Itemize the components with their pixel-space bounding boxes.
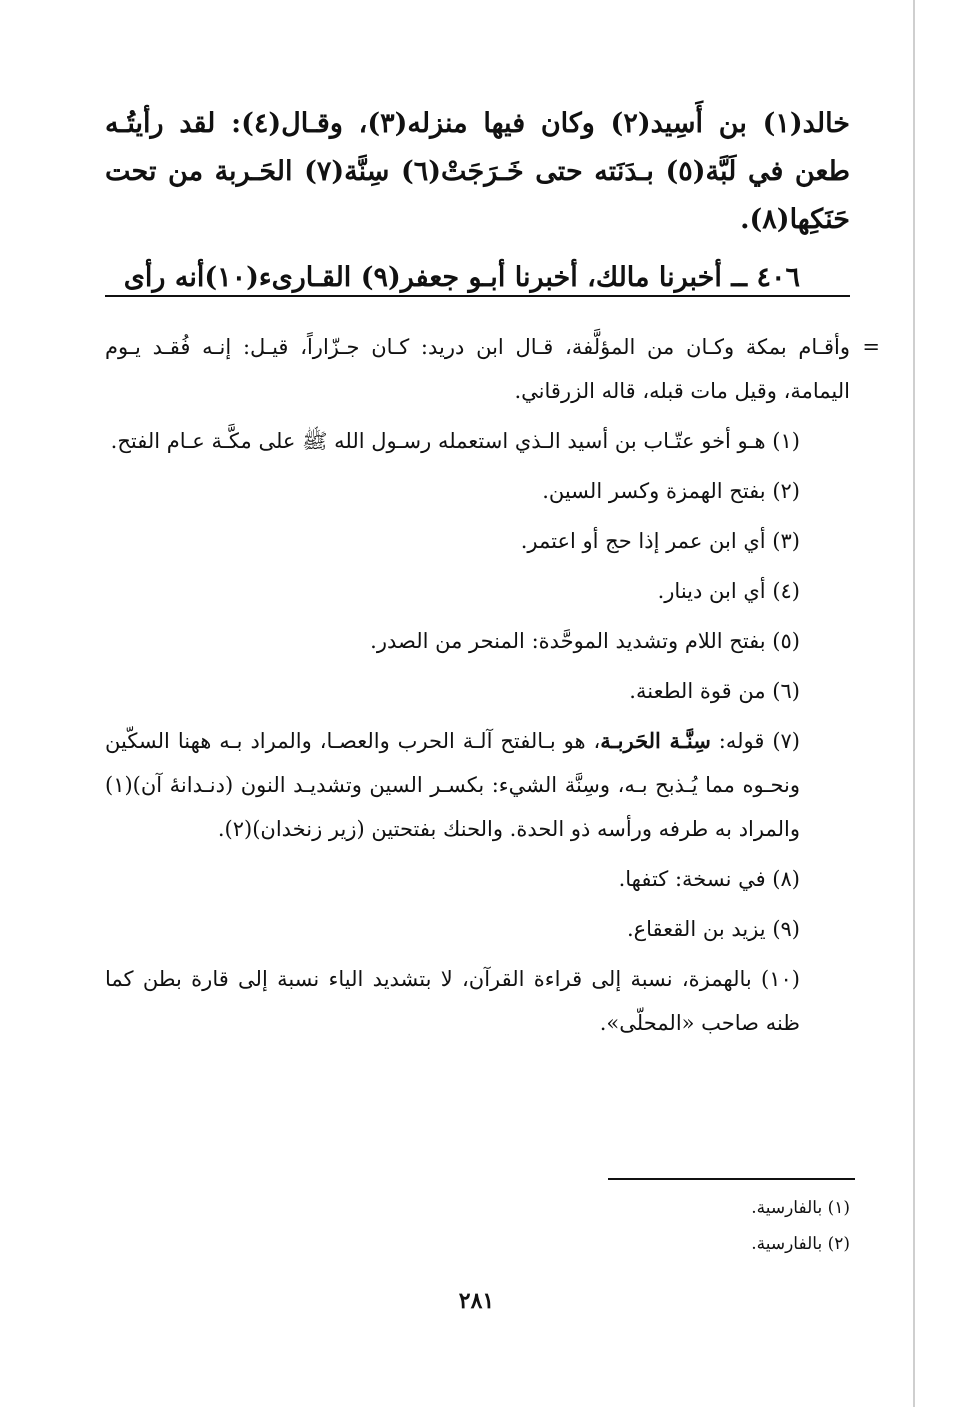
main-paragraph-2: ٤٠٦ ــ أخبرنا مالك، أخبرنا أبـو جعفر(٩) القـارىء(١٠)أنه رأى bbox=[123, 262, 800, 293]
subnote-separator bbox=[608, 1178, 855, 1180]
subnotes bbox=[605, 1190, 850, 1262]
continuation-mark: = bbox=[862, 335, 880, 359]
footnote-7-term: سِنَّـة الحَربـة bbox=[600, 728, 711, 753]
footnote-3: (٣) أي ابن عمر إذا حج أو اعتمر. bbox=[520, 529, 800, 553]
footnote-8: (٨) في نسخة: كتفها. bbox=[618, 867, 800, 891]
footnote-7-prefix: (٧) قوله: bbox=[710, 729, 800, 753]
footnote-6: (٦) من قوة الطعنة. bbox=[629, 679, 800, 703]
main-text bbox=[105, 100, 850, 302]
footnote-separator bbox=[105, 295, 850, 297]
footnote-1: (١) هـو أخو عتّـاب بن أسيد الـذي استعمله رسـول الله ﷺ على مكَّـة عـام الفتح. bbox=[110, 429, 800, 453]
footnote-10: (١٠) بالهمزة، نسبة إلى قراءة القرآن، لا بتشديد الياء نسبة إلى قارة بطن كما ظنه صاحب «المحلّى». bbox=[105, 967, 800, 1035]
footnote-5: (٥) بفتح اللام وتشديد الموحَّدة: المنحر من الصدر. bbox=[370, 629, 800, 653]
main-paragraph-1: خالد(١) بن أَسِيد(٢) وكان فيها منزله(٣)، وقـال(٤): لقد رأيتُـه طعن في لَبَّة(٥) بـدَنَته حتى خَـرَجَتْ(٦) سِنَّة(٧) الحَـربة من تحت حَنَكِها(٨). bbox=[105, 108, 850, 235]
footnote-continuation bbox=[105, 325, 880, 413]
subnote-1: (١) بالفارسية. bbox=[751, 1198, 850, 1218]
footnote-continuation-text: وأقـام بمكة وكـان من المؤلَّفة، قـال ابن دريد: كـان جـزّاراً، قيـل: إنـه فُقـد يـوم اليمامة، وقيل مات قبله، قاله الزرقاني. bbox=[105, 335, 850, 403]
footnote-7-text: ، هو بـالفتح آلـة الحرب والعصـا، والمراد بـه ههنا السكّين ونحـوه مما يُـذبح بـه، وسِنَّة الشيء: بكسـر السين وتشديـد النون (دنـدانهٔ آن)(١) والمراد به طرفه ورأسه ذو الحدة. والحنك بفتحتين (زير زنخدان)(٢). bbox=[105, 729, 800, 841]
footnotes bbox=[105, 325, 880, 1051]
page-number: ٢٨١ bbox=[458, 1288, 495, 1314]
page-edge-line bbox=[913, 0, 915, 1407]
subnote-2: (٢) بالفارسية. bbox=[751, 1234, 850, 1254]
footnote-2: (٢) بفتح الهمزة وكسر السين. bbox=[542, 479, 800, 503]
footnote-4: (٤) أي ابن دينار. bbox=[657, 579, 800, 603]
footnote-7 bbox=[105, 719, 850, 851]
footnote-9: (٩) يزيد بن القعقاع. bbox=[626, 917, 800, 941]
